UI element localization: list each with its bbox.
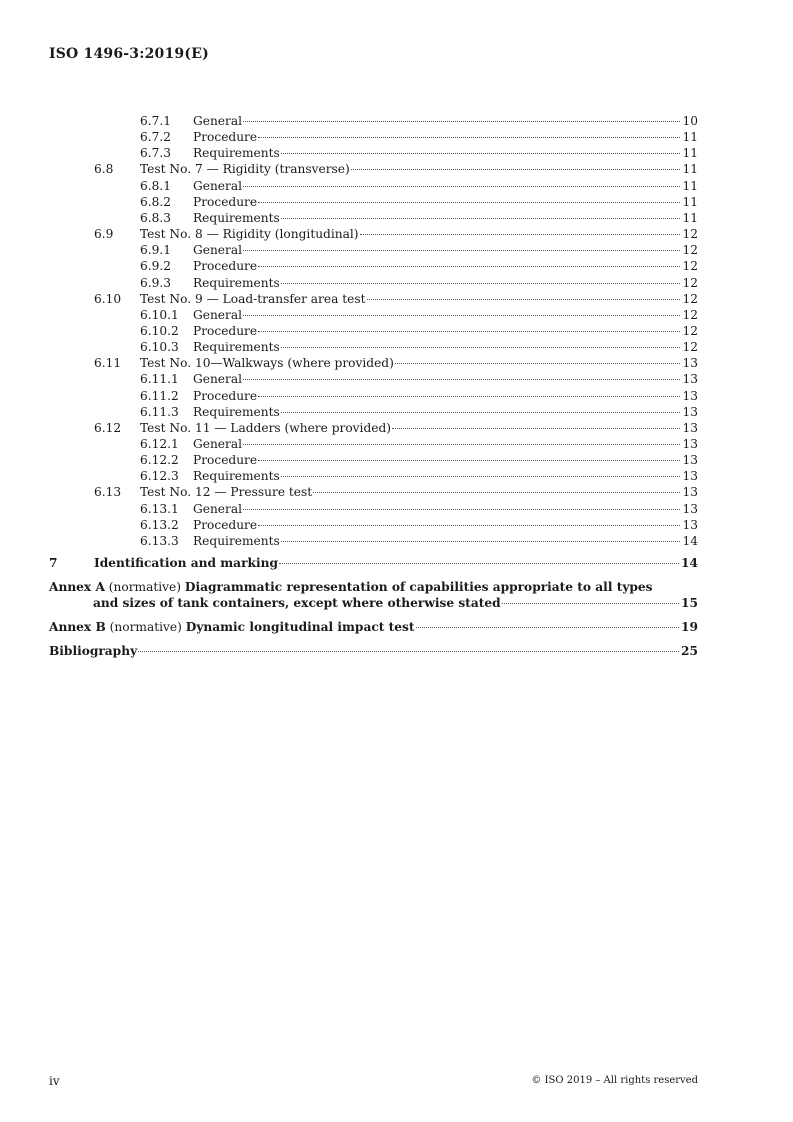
dot-leader: [281, 283, 681, 284]
footer-page-number: iv: [49, 1074, 60, 1088]
dot-leader: [243, 315, 680, 316]
toc-entry[interactable]: [140, 436, 698, 452]
toc-entry-title: Requirements: [193, 404, 280, 419]
toc-entry-number: 7: [49, 556, 58, 570]
toc-entry[interactable]: [140, 307, 698, 323]
dot-leader: [258, 331, 680, 332]
toc-entry[interactable]: [94, 355, 698, 371]
dot-leader: [281, 218, 681, 219]
toc-entry-title: Procedure: [193, 130, 258, 145]
dot-leader: [281, 153, 681, 154]
toc-entry[interactable]: [94, 161, 698, 177]
footer-copyright: © ISO 2019 – All rights reserved: [531, 1075, 698, 1086]
toc-entry-title: Procedure: [193, 323, 258, 338]
toc-entry-number: 6.7.1: [140, 114, 172, 128]
toc-entry-number: 6.12.2: [140, 453, 179, 468]
toc-entry[interactable]: [140, 371, 698, 387]
dot-leader: [243, 121, 680, 122]
toc-entry-title: General: [193, 307, 242, 322]
toc-entry-page: 13: [682, 388, 698, 403]
toc-entry[interactable]: [94, 484, 698, 500]
dot-leader: [243, 379, 680, 380]
toc-entry[interactable]: [140, 533, 698, 549]
dot-leader: [138, 651, 679, 652]
dot-leader: [258, 396, 680, 397]
annex-title-line2: and sizes of tank containers, except where otherwise stated: [93, 596, 501, 610]
toc-entry[interactable]: [140, 468, 698, 484]
toc-entry[interactable]: [140, 178, 698, 194]
toc-entry-page: 13: [682, 404, 698, 419]
toc-entry-title: Test No. 11 — Ladders (where provided): [140, 420, 392, 435]
toc-entry-page: 11: [682, 210, 698, 225]
toc-entry-title: Test No. 7 — Rigidity (transverse): [140, 162, 350, 177]
toc-entry-number: 6.8.3: [140, 210, 172, 225]
toc-entry-title: Requirements: [193, 533, 280, 548]
dot-leader: [416, 627, 680, 628]
toc-entry-bibliography[interactable]: [49, 643, 698, 659]
toc-entry-page: 13: [682, 356, 698, 371]
toc-entry[interactable]: [140, 242, 698, 258]
dot-leader: [243, 250, 680, 251]
toc-entry-annex-b[interactable]: [49, 619, 698, 635]
toc-entry-title: Requirements: [193, 275, 280, 290]
toc-entry-page: 11: [682, 178, 698, 193]
toc-entry-page: 19: [681, 620, 698, 634]
toc-entry[interactable]: [140, 404, 698, 420]
toc-entry-number: 6.10: [94, 291, 122, 306]
toc-entry-number: 6.9: [94, 227, 114, 242]
toc-entry-title: Procedure: [193, 453, 258, 468]
toc-entry-page: 12: [682, 340, 698, 355]
toc-entry-page: 13: [682, 372, 698, 387]
dot-leader: [281, 541, 681, 542]
toc-entry-page: 13: [682, 501, 698, 516]
annex-label: Annex A: [49, 580, 105, 594]
toc-entry-page: 12: [682, 243, 698, 258]
toc-entry-title: Test No. 12 — Pressure test: [140, 485, 313, 500]
toc-entry-page: 15: [681, 596, 698, 610]
dot-leader: [281, 347, 681, 348]
annex-kind: (normative): [109, 620, 182, 634]
toc-entry-title: Procedure: [193, 388, 258, 403]
toc-entry-number: 6.11: [94, 356, 122, 371]
toc-entry-page: 11: [682, 194, 698, 209]
toc-entry-page: 13: [682, 485, 698, 500]
toc-entry-page: 13: [682, 437, 698, 451]
toc-entry-page: 11: [682, 130, 698, 145]
toc-entry-title: Requirements: [193, 210, 280, 225]
toc-entry[interactable]: [140, 323, 698, 339]
dot-leader: [243, 509, 680, 510]
toc-entry[interactable]: [140, 517, 698, 533]
toc-entry-number: 6.9.1: [140, 243, 172, 258]
annex-title: Dynamic longitudinal impact test: [185, 620, 415, 634]
dot-leader: [281, 412, 681, 413]
dot-leader: [279, 563, 679, 564]
annex-kind: (normative): [108, 580, 182, 594]
toc-entry-number: 6.10.2: [140, 323, 179, 338]
dot-leader: [258, 137, 680, 138]
dot-leader: [281, 476, 681, 477]
toc-entry[interactable]: [94, 420, 698, 436]
toc-entry-title: Test No. 9 — Load-transfer area test: [140, 291, 366, 306]
annex-title-line1: Diagrammatic representation of capabilities appropriate to all types: [184, 580, 653, 594]
toc-entry[interactable]: [94, 226, 698, 242]
toc-entry-title: General: [193, 437, 242, 451]
toc-entry-page: 11: [682, 146, 698, 161]
dot-leader: [392, 428, 680, 429]
toc-entry-page: 12: [682, 259, 698, 274]
toc-entry-page: 13: [682, 517, 698, 532]
toc-entry-title: General: [193, 372, 242, 387]
toc-entry-number: 6.12.1: [140, 437, 179, 451]
dot-leader: [502, 603, 679, 604]
toc-entry-number: 6.9.2: [140, 259, 172, 274]
toc-entry[interactable]: [94, 291, 698, 307]
toc-entry[interactable]: [140, 258, 698, 274]
toc-entry-page: 13: [682, 469, 698, 484]
toc-entry-number: 6.10.3: [140, 340, 179, 355]
dot-leader: [360, 234, 681, 235]
toc-entry-page: 25: [681, 644, 698, 658]
toc-entry-number: 6.7.3: [140, 146, 172, 161]
dot-leader: [258, 525, 680, 526]
toc-entry-title: General: [193, 178, 242, 193]
toc-entry-title: Requirements: [193, 146, 280, 161]
toc-entry-title: Procedure: [193, 194, 258, 209]
toc-entry-title: Procedure: [193, 517, 258, 532]
dot-leader: [313, 492, 680, 493]
toc-entry-number: 6.12: [94, 420, 122, 435]
toc-entry-number: 6.11.1: [140, 372, 179, 387]
toc-entry[interactable]: [140, 275, 698, 291]
toc-entry-number: 6.8.1: [140, 178, 172, 193]
toc-entry-title: Test No. 8 — Rigidity (longitudinal): [140, 227, 359, 242]
toc-entry-page: 13: [682, 420, 698, 435]
toc-entry-number: 6.13.3: [140, 533, 179, 548]
toc-entry-title: Requirements: [193, 469, 280, 484]
toc-entry-title: General: [193, 243, 242, 258]
toc-entry-number: 6.11.3: [140, 404, 179, 419]
toc-entry-number: 6.11.2: [140, 388, 179, 403]
toc-entry[interactable]: [140, 113, 698, 129]
toc-entry-title: Test No. 10—Walkways (where provided): [140, 356, 394, 371]
toc-entry-page: 10: [682, 114, 698, 128]
toc-entry[interactable]: [140, 194, 698, 210]
toc-entry-number: 6.8.2: [140, 194, 172, 209]
annex-label: Annex B: [49, 620, 106, 634]
toc-entry-page: 14: [682, 533, 698, 548]
toc-entry-page: 12: [682, 227, 698, 242]
dot-leader: [243, 444, 680, 445]
document-id: ISO 1496-3:2019(E): [49, 46, 209, 62]
toc-entry-page: 14: [681, 556, 698, 570]
toc-entry-title: General: [193, 114, 242, 128]
toc-entry-page: 12: [682, 307, 698, 322]
toc-entry[interactable]: [140, 210, 698, 226]
toc-entry-title: General: [193, 501, 242, 516]
toc-entry-annex-a-line1[interactable]: [49, 579, 653, 595]
toc-entry[interactable]: [140, 129, 698, 145]
toc-entry-page: 13: [682, 453, 698, 468]
toc-entry-title: Identification and marking: [94, 556, 278, 570]
toc-entry-number: 6.8: [94, 162, 114, 177]
toc-entry-number: 6.12.3: [140, 469, 179, 484]
toc-entry-number: 6.7.2: [140, 130, 172, 145]
dot-leader: [351, 169, 681, 170]
dot-leader: [395, 363, 681, 364]
toc-entry-section-7[interactable]: [49, 555, 698, 571]
toc-entry[interactable]: [140, 388, 698, 404]
toc-entry-number: 6.9.3: [140, 275, 172, 290]
toc-entry-number: 6.10.1: [140, 307, 179, 322]
toc-entry[interactable]: [140, 339, 698, 355]
toc-entry-page: 12: [682, 291, 698, 306]
toc-entry-number: 6.13.2: [140, 517, 179, 532]
dot-leader: [367, 299, 681, 300]
toc-entry-title: Procedure: [193, 259, 258, 274]
toc-entry-number: 6.13: [94, 485, 122, 500]
toc-entry[interactable]: [140, 145, 698, 161]
toc-entry[interactable]: [140, 452, 698, 468]
dot-leader: [258, 202, 680, 203]
toc-entry[interactable]: [140, 501, 698, 517]
dot-leader: [258, 460, 680, 461]
toc-entry-page: 12: [682, 275, 698, 290]
toc-entry-title: Bibliography: [49, 644, 138, 658]
dot-leader: [258, 266, 680, 267]
toc-entry-annex-a-line2[interactable]: [93, 595, 698, 611]
toc-entry-page: 11: [682, 162, 698, 177]
dot-leader: [243, 186, 680, 187]
toc-entry-page: 12: [682, 323, 698, 338]
toc-entry-number: 6.13.1: [140, 501, 179, 516]
toc-entry-title: Requirements: [193, 340, 280, 355]
